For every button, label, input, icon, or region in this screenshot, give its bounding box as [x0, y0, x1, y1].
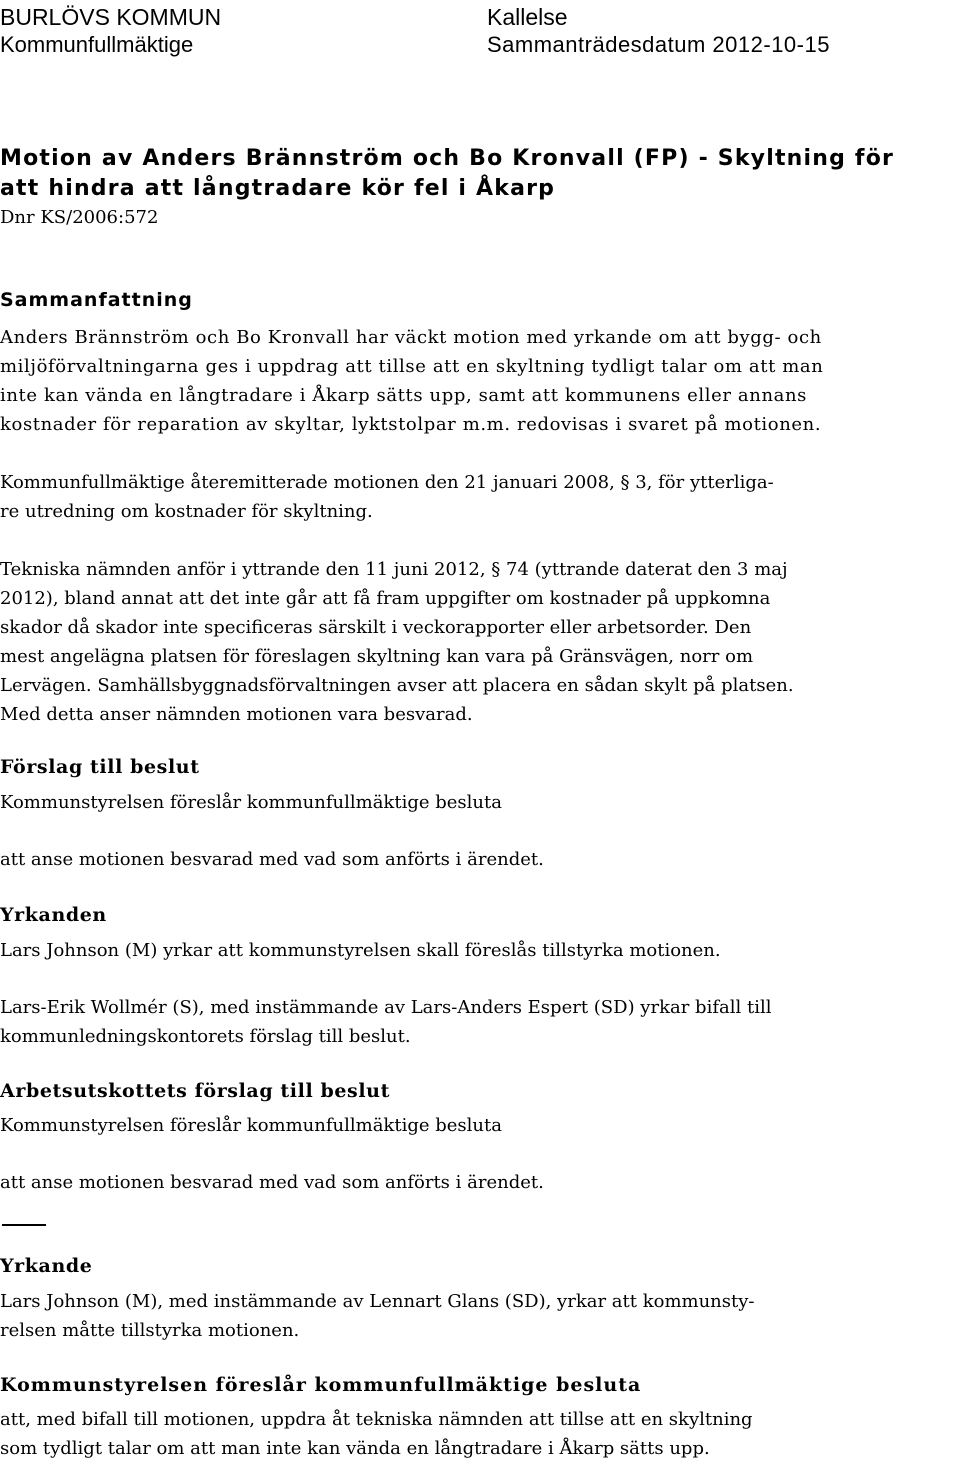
separator-rule [2, 1224, 46, 1226]
summary-p3-line: Med detta anser nämnden motionen vara besvarad. [0, 704, 473, 725]
summary-p3-line: skador då skador inte specificeras särskilt i veckorapporter eller arbetsorder. Den [0, 617, 752, 638]
claims-line: kommunledningskontorets förslag till beslut. [0, 1026, 411, 1047]
summary-p3-line: Lervägen. Samhällsbyggnadsförvaltningen avser att placera en sådan skylt på platsen. [0, 675, 794, 696]
board-line: att, med bifall till motionen, uppdra åt tekniska nämnden att tillse att en skyltning [0, 1409, 753, 1430]
summary-heading: Sammanfattning [0, 289, 193, 311]
summary-p3-line: 2012), bland annat att det inte går att få fram uppgifter om kostnader på uppkomna [0, 588, 771, 609]
claim-line: Lars Johnson (M), med instämmande av Lennart Glans (SD), yrkar att kommunsty- [0, 1291, 755, 1312]
summary-p3-line: Tekniska nämnden anför i yttrande den 11 juni 2012, § 74 (yttrande daterat den 3 maj [0, 559, 788, 580]
claim-line: relsen måtte tillstyrka motionen. [0, 1320, 300, 1341]
claims-line: Lars Johnson (M) yrkar att kommunstyrelsen skall föreslås tillstyrka motionen. [0, 940, 721, 961]
committee-line: att anse motionen besvarad med vad som anförts i ärendet. [0, 1172, 544, 1193]
proposal-heading: Förslag till beslut [0, 756, 200, 778]
meeting-body: Kommunfullmäktige [0, 32, 194, 57]
diary-number: Dnr KS/2006:572 [0, 207, 159, 228]
committee-line: Kommunstyrelsen föreslår kommunfullmäktige besluta [0, 1115, 502, 1136]
summary-p1-line: kostnader för reparation av skyltar, lyktstolpar m.m. redovisas i svaret på motionen. [0, 414, 822, 435]
summary-p1-line: inte kan vända en långtradare i Åkarp sätts upp, samt att kommunens eller annans [0, 385, 807, 406]
org-name: BURLÖVS KOMMUN [0, 4, 222, 30]
board-line: som tydligt talar om att man inte kan vända en långtradare i Åkarp sätts upp. [0, 1438, 710, 1459]
claims-line: Lars-Erik Wollmér (S), med instämmande av Lars-Anders Espert (SD) yrkar bifall till [0, 997, 772, 1018]
document-type: Kallelse [487, 4, 568, 30]
committee-heading: Arbetsutskottets förslag till beslut [0, 1080, 390, 1102]
summary-p2-line: re utredning om kostnader för skyltning. [0, 501, 373, 522]
board-heading: Kommunstyrelsen föreslår kommunfullmäktige besluta [0, 1374, 642, 1396]
claims-heading: Yrkanden [0, 904, 107, 926]
summary-p1-line: miljöförvaltningarna ges i uppdrag att tillse att en skyltning tydligt talar om att man [0, 356, 824, 377]
meeting-date: Sammanträdesdatum 2012-10-15 [487, 32, 830, 57]
claim-heading: Yrkande [0, 1255, 93, 1277]
summary-p1-line: Anders Brännström och Bo Kronvall har väckt motion med yrkande om att bygg- och [0, 327, 822, 348]
proposal-line: att anse motionen besvarad med vad som anförts i ärendet. [0, 849, 544, 870]
motion-title-line-1: Motion av Anders Brännström och Bo Kronvall (FP) - Skyltning för [0, 146, 895, 171]
summary-p3-line: mest angelägna platsen för föreslagen skyltning kan vara på Gränsvägen, norr om [0, 646, 754, 667]
proposal-line: Kommunstyrelsen föreslår kommunfullmäktige besluta [0, 792, 502, 813]
summary-p2-line: Kommunfullmäktige återemitterade motionen den 21 januari 2008, § 3, för ytterliga- [0, 472, 774, 493]
motion-title-line-2: att hindra att långtradare kör fel i Åkarp [0, 176, 556, 201]
